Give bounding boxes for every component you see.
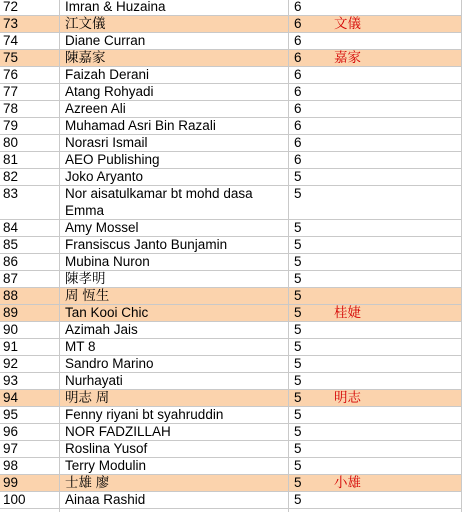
name-cell: Atang Rohyadi [65,84,154,99]
score-cell: 5 [294,271,302,286]
name-cell-continued: Emma [65,203,105,218]
rank-cell: 76 [3,67,19,82]
name-cell: MT 8 [65,339,96,354]
rank-cell: 77 [3,84,19,99]
score-cell: 6 [294,67,302,82]
rank-cell: 91 [3,339,19,354]
table-row [0,237,462,254]
table-row [0,33,462,50]
table-row [0,169,462,186]
table-row [0,67,462,84]
table-row [0,305,462,322]
note-cell: 嘉家 [334,50,361,65]
name-cell: 明志 周 [65,390,110,405]
rank-cell: 93 [3,373,19,388]
score-cell: 6 [294,84,302,99]
rank-cell: 81 [3,152,19,167]
score-cell: 6 [294,135,302,150]
rank-cell: 75 [3,50,19,65]
note-cell: 小雄 [334,475,361,490]
score-cell: 5 [294,373,302,388]
table-row [0,118,462,135]
rank-cell: 92 [3,356,19,371]
score-cell: 5 [294,186,302,201]
rank-cell: 94 [3,390,19,405]
table-row [0,373,462,390]
score-cell: 5 [294,322,302,337]
table-row [0,441,462,458]
score-cell: 6 [294,101,302,116]
name-cell: AEO Publishing [65,152,160,167]
rank-cell: 78 [3,101,19,116]
name-cell: Imran & Huzaina [65,0,166,14]
table-row [0,475,462,492]
table-row [0,0,462,16]
name-cell: NOR FADZILLAH [65,424,171,439]
table-row [0,424,462,441]
rank-cell: 90 [3,322,19,337]
score-cell: 5 [294,169,302,184]
rank-cell: 84 [3,220,19,235]
rank-cell: 89 [3,305,19,320]
table-row [0,254,462,271]
name-cell: Muhamad Asri Bin Razali [65,118,216,133]
score-cell: 5 [294,492,302,507]
score-cell: 5 [294,475,302,490]
table-row [0,16,462,33]
rank-cell: 79 [3,118,19,133]
column-divider [59,0,60,512]
score-cell: 5 [294,390,302,405]
rank-cell: 99 [3,475,19,490]
score-cell: 5 [294,458,302,473]
table-row [0,288,462,305]
table-row [0,101,462,118]
score-cell: 5 [294,305,302,320]
column-divider [288,0,289,512]
name-cell: Nurhayati [65,373,123,388]
name-cell: Azimah Jais [65,322,138,337]
name-cell: Faizah Derani [65,67,150,82]
table-row [0,356,462,373]
name-cell: Joko Aryanto [65,169,144,184]
rank-cell: 85 [3,237,19,252]
rank-cell: 95 [3,407,19,422]
score-cell: 6 [294,16,302,31]
score-cell: 6 [294,152,302,167]
rank-cell: 87 [3,271,19,286]
rank-cell: 98 [3,458,19,473]
score-cell: 6 [294,50,302,65]
score-cell: 5 [294,220,302,235]
rank-cell: 80 [3,135,19,150]
rank-cell: 83 [3,186,19,201]
table-row [0,135,462,152]
score-cell: 5 [294,237,302,252]
table-row [0,186,462,220]
name-cell: 陳嘉家 [65,50,106,65]
name-cell: Mubina Nuron [65,254,150,269]
table-row [0,50,462,67]
table-row [0,390,462,407]
table-row [0,458,462,475]
table-row [0,152,462,169]
note-cell: 明志 [334,390,361,405]
name-cell: Fenny riyani bt syahruddin [65,407,224,422]
rank-cell: 73 [3,16,19,31]
name-cell: Fransiscus Janto Bunjamin [65,237,228,252]
name-cell: Azreen Ali [65,101,126,116]
note-cell: 文儀 [334,16,361,31]
name-cell: Amy Mossel [65,220,139,235]
score-cell: 5 [294,356,302,371]
table-row [0,322,462,339]
name-cell: Nor aisatulkamar bt mohd dasa [65,186,253,201]
score-cell: 6 [294,33,302,48]
rank-cell: 86 [3,254,19,269]
name-cell: Norasri Ismail [65,135,148,150]
rank-cell: 88 [3,288,19,303]
name-cell: Roslina Yusof [65,441,148,456]
rank-cell: 97 [3,441,19,456]
table-row [0,407,462,424]
name-cell: Ainaa Rashid [65,492,146,507]
table-row [0,492,462,509]
rank-cell: 96 [3,424,19,439]
table-row [0,220,462,237]
score-cell: 5 [294,339,302,354]
name-cell: 陳孝明 [65,271,106,286]
table-row [0,339,462,356]
name-cell: 士雄 廖 [65,475,110,490]
table-row [0,271,462,288]
table-right-border [461,0,462,512]
name-cell: Diane Curran [65,33,146,48]
rank-cell: 72 [3,0,19,14]
score-cell: 5 [294,407,302,422]
score-cell: 5 [294,424,302,439]
name-cell: Terry Modulin [65,458,147,473]
rank-cell: 100 [3,492,26,507]
score-cell: 6 [294,0,302,14]
note-cell: 桂婕 [334,305,361,320]
table-row [0,84,462,101]
score-cell: 5 [294,288,302,303]
rank-cell: 82 [3,169,19,184]
score-cell: 6 [294,118,302,133]
name-cell: 江文儀 [65,16,106,31]
name-cell: 周 恆生 [65,288,110,303]
rank-cell: 74 [3,33,19,48]
score-cell: 5 [294,254,302,269]
name-cell: Tan Kooi Chic [65,305,149,320]
score-cell: 5 [294,441,302,456]
name-cell: Sandro Marino [65,356,154,371]
